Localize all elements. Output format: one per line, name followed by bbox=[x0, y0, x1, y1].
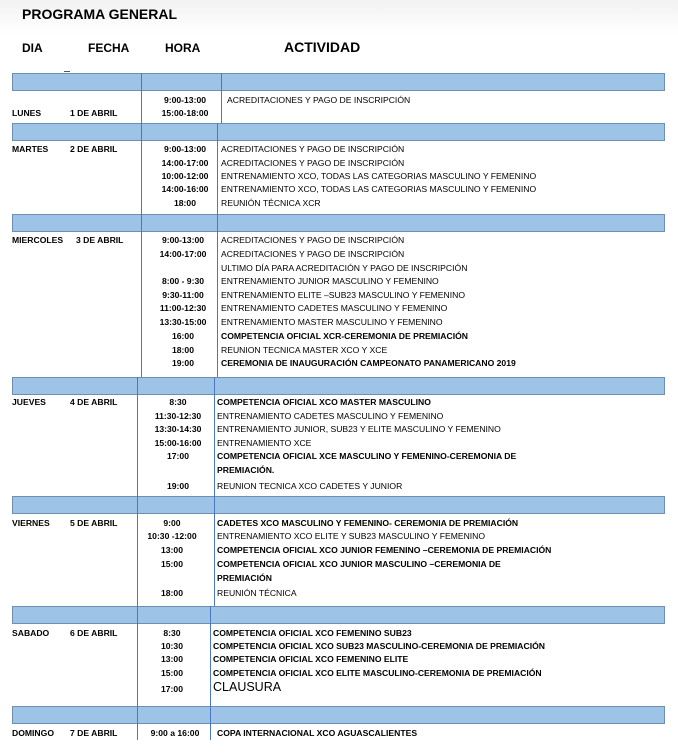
activity-cell: ACREDITACIONES Y PAGO DE INSCRIPCIÓN bbox=[227, 95, 411, 105]
day-separator-band bbox=[12, 73, 665, 91]
activity-cell: ENTRENAMIENTO JUNIOR, SUB23 Y ELITE MASCULINO Y FEMENINO bbox=[217, 424, 501, 434]
schedule-row bbox=[0, 289, 678, 302]
activity-cell: ACREDITACIONES Y PAGO DE INSCRIPCIÓN bbox=[221, 144, 405, 154]
activity-cell: COMPETENCIA OFICIAL XCR-CEREMONIA DE PREMIACIÓN bbox=[221, 331, 468, 341]
day-separator-band bbox=[12, 606, 665, 624]
schedule-row bbox=[0, 558, 678, 571]
schedule-row bbox=[0, 667, 678, 680]
activity-cell: REUNION TECNICA MASTER XCO Y XCE bbox=[221, 345, 388, 355]
schedule-row bbox=[0, 410, 678, 423]
day-date: 2 DE ABRIL bbox=[70, 144, 118, 154]
activity-cell: ENTRENAMIENTO MASTER MASCULINO Y FEMENINO bbox=[221, 317, 443, 327]
time-cell: 17:00 bbox=[161, 684, 183, 694]
header-hora: HORA bbox=[165, 41, 201, 55]
time-cell: 18:00 bbox=[174, 198, 196, 208]
time-cell: 19:00 bbox=[167, 481, 189, 491]
day-name: MIERCOLES bbox=[12, 235, 64, 245]
activity-cell: COMPETENCIA OFICIAL XCO ELITE MASCULINO-CEREMONIA DE PREMIACIÓN bbox=[213, 668, 542, 678]
activity-cell: ENTRENAMIENTO CADETES MASCULINO Y FEMENINO bbox=[217, 411, 444, 421]
time-cell: 18:00 bbox=[161, 588, 183, 598]
activity-cell: PREMIACIÓN bbox=[217, 573, 272, 583]
schedule-row bbox=[0, 234, 678, 247]
day-name: SABADO bbox=[12, 628, 50, 638]
activity-cell: ENTRENAMIENTO XCO ELITE Y SUB23 MASCULINO Y FEMENINO bbox=[217, 531, 486, 541]
activity-cell: ENTRENAMIENTO CADETES MASCULINO Y FEMENINO bbox=[221, 303, 448, 313]
activity-cell: ACREDITACIONES Y PAGO DE INSCRIPCIÓN bbox=[221, 158, 405, 168]
activity-cell: CADETES XCO MASCULINO Y FEMENINO- CEREMONIA DE PREMIACIÓN bbox=[217, 518, 519, 528]
time-cell: 14:00-16:00 bbox=[161, 184, 209, 194]
time-cell: 19:00 bbox=[172, 358, 194, 368]
schedule-row bbox=[0, 396, 678, 409]
schedule-row bbox=[0, 480, 678, 493]
activity-cell: COMPETENCIA OFICIAL XCO FEMENINO SUB23 bbox=[213, 628, 412, 638]
header-fecha: FECHA bbox=[88, 41, 130, 55]
day-date: 1 DE ABRIL bbox=[70, 108, 118, 118]
time-cell: 15:00-16:00 bbox=[154, 438, 202, 448]
activity-cell: ENTRENAMIENTO ELITE –SUB23 MASCULINO Y FEMENINO bbox=[221, 290, 466, 300]
schedule-row bbox=[0, 94, 678, 107]
day-separator-band bbox=[12, 123, 665, 141]
time-cell: 9:00-13:00 bbox=[163, 144, 207, 154]
schedule-row bbox=[0, 680, 678, 696]
schedule-row bbox=[0, 627, 678, 640]
time-cell: 8:30 bbox=[169, 397, 187, 407]
time-cell: 15:00-18:00 bbox=[161, 108, 209, 118]
activity-cell: REUNIÓN TÉCNICA XCR bbox=[221, 198, 321, 208]
schedule-row bbox=[0, 572, 678, 585]
schedule-row bbox=[0, 544, 678, 557]
day-name: MARTES bbox=[12, 144, 49, 154]
day-date: 7 DE ABRIL bbox=[70, 728, 118, 738]
activity-cell: ACREDITACIONES Y PAGO DE INSCRIPCIÓN bbox=[221, 249, 405, 259]
activity-cell: ACREDITACIONES Y PAGO DE INSCRIPCIÓN bbox=[221, 235, 405, 245]
time-cell: 9:00-13:00 bbox=[163, 95, 207, 105]
page-title: PROGRAMA GENERAL bbox=[22, 6, 178, 22]
schedule-row bbox=[0, 530, 678, 543]
activity-cell: COMPETENCIA OFICIAL XCO SUB23 MASCULINO-CEREMONIA DE PREMIACIÓN bbox=[213, 641, 545, 651]
schedule-row bbox=[0, 450, 678, 463]
schedule-row bbox=[0, 330, 678, 343]
stray-mark bbox=[64, 71, 70, 72]
activity-cell: REUNION TECNICA XCO CADETES Y JUNIOR bbox=[217, 481, 403, 491]
day-date: 3 DE ABRIL bbox=[76, 235, 124, 245]
time-cell: 9:00-13:00 bbox=[161, 235, 205, 245]
time-cell: 15:00 bbox=[161, 559, 183, 569]
activity-cell: COMPETENCIA OFICIAL XCO JUNIOR MASCULINO –CEREMONIA DE bbox=[217, 559, 501, 569]
time-cell: 11:00-12:30 bbox=[159, 303, 207, 313]
time-cell: 18:00 bbox=[172, 345, 194, 355]
schedule-row bbox=[0, 262, 678, 275]
schedule-row bbox=[0, 727, 678, 740]
schedule-row bbox=[0, 183, 678, 196]
time-cell: 9:00 a 16:00 bbox=[150, 728, 200, 738]
activity-cell: COMPETENCIA OFICIAL XCO JUNIOR FEMENINO –CEREMONIA DE PREMIACIÓN bbox=[217, 545, 552, 555]
time-cell: 13:30-15:00 bbox=[159, 317, 207, 327]
header-dia: DIA bbox=[22, 41, 43, 55]
time-cell: 17:00 bbox=[167, 451, 189, 461]
header-actividad: ACTIVIDAD bbox=[284, 39, 361, 55]
activity-cell: PREMIACIÓN. bbox=[217, 465, 275, 475]
schedule-row bbox=[0, 517, 678, 530]
day-name: DOMINGO bbox=[12, 728, 55, 738]
schedule-row bbox=[0, 464, 678, 477]
day-name: VIERNES bbox=[12, 518, 50, 528]
time-cell: 13:30-14:30 bbox=[154, 424, 202, 434]
activity-cell: ENTRENAMIENTO JUNIOR MASCULINO Y FEMENINO bbox=[221, 276, 439, 286]
time-cell: 10:30 -12:00 bbox=[147, 531, 197, 541]
activity-cell: ENTRENAMIENTO XCE bbox=[217, 438, 312, 448]
time-cell: 16:00 bbox=[172, 331, 194, 341]
time-cell: 10:00-12:00 bbox=[161, 171, 209, 181]
activity-cell: COMPETENCIA OFICIAL XCO MASTER MASCULINO bbox=[217, 397, 431, 407]
schedule-row bbox=[0, 437, 678, 450]
time-cell: 10:30 bbox=[161, 641, 183, 651]
schedule-row bbox=[0, 302, 678, 315]
activity-cell: CEREMONIA DE INAUGURACIÓN CAMPEONATO PANAMERICANO 2019 bbox=[221, 358, 516, 368]
schedule-row bbox=[0, 107, 678, 120]
activity-cell: CLAUSURA bbox=[213, 680, 282, 694]
schedule-row bbox=[0, 587, 678, 600]
time-cell: 8:30 bbox=[163, 628, 181, 638]
time-cell: 9:30-11:00 bbox=[162, 290, 204, 300]
schedule-row bbox=[0, 640, 678, 653]
day-date: 4 DE ABRIL bbox=[70, 397, 118, 407]
day-separator-band bbox=[12, 214, 665, 232]
schedule-row bbox=[0, 653, 678, 666]
time-cell: 9:00 bbox=[163, 518, 181, 528]
time-cell: 14:00-17:00 bbox=[159, 249, 207, 259]
schedule-row bbox=[0, 170, 678, 183]
schedule-row bbox=[0, 357, 678, 370]
activity-cell: ENTRENAMIENTO XCO, TODAS LAS CATEGORIAS MASCULINO Y FEMENINO bbox=[221, 184, 537, 194]
time-cell: 11:30-12:30 bbox=[154, 411, 202, 421]
schedule-row bbox=[0, 157, 678, 170]
time-cell: 8:00 - 9:30 bbox=[161, 276, 205, 286]
activity-cell: COMPETENCIA OFICIAL XCO FEMENINO ELITE bbox=[213, 654, 409, 664]
day-name: JUEVES bbox=[12, 397, 46, 407]
schedule-row bbox=[0, 423, 678, 436]
day-separator-band bbox=[12, 496, 665, 514]
time-cell: 13:00 bbox=[161, 654, 183, 664]
schedule-row bbox=[0, 248, 678, 261]
day-date: 5 DE ABRIL bbox=[70, 518, 118, 528]
day-separator-band bbox=[12, 377, 665, 395]
schedule-row bbox=[0, 344, 678, 357]
activity-cell: COMPETENCIA OFICIAL XCE MASCULINO Y FEMENINO-CEREMONIA DE bbox=[217, 451, 517, 461]
time-cell: 14:00-17:00 bbox=[161, 158, 209, 168]
activity-cell: COPA INTERNACIONAL XCO AGUASCALIENTES bbox=[217, 728, 418, 738]
schedule-row bbox=[0, 316, 678, 329]
schedule-row bbox=[0, 143, 678, 156]
schedule-row bbox=[0, 197, 678, 210]
activity-cell: REUNIÓN TÉCNICA bbox=[217, 588, 297, 598]
time-cell: 15:00 bbox=[161, 668, 183, 678]
day-separator-band bbox=[12, 706, 665, 724]
day-date: 6 DE ABRIL bbox=[70, 628, 118, 638]
day-name: LUNES bbox=[12, 108, 42, 118]
time-cell: 13:00 bbox=[161, 545, 183, 555]
schedule-row bbox=[0, 275, 678, 288]
activity-cell: ENTRENAMIENTO XCO, TODAS LAS CATEGORIAS MASCULINO Y FEMENINO bbox=[221, 171, 537, 181]
activity-cell: ULTIMO DÍA PARA ACREDITACIÓN Y PAGO DE INSCRIPCIÓN bbox=[221, 263, 468, 273]
